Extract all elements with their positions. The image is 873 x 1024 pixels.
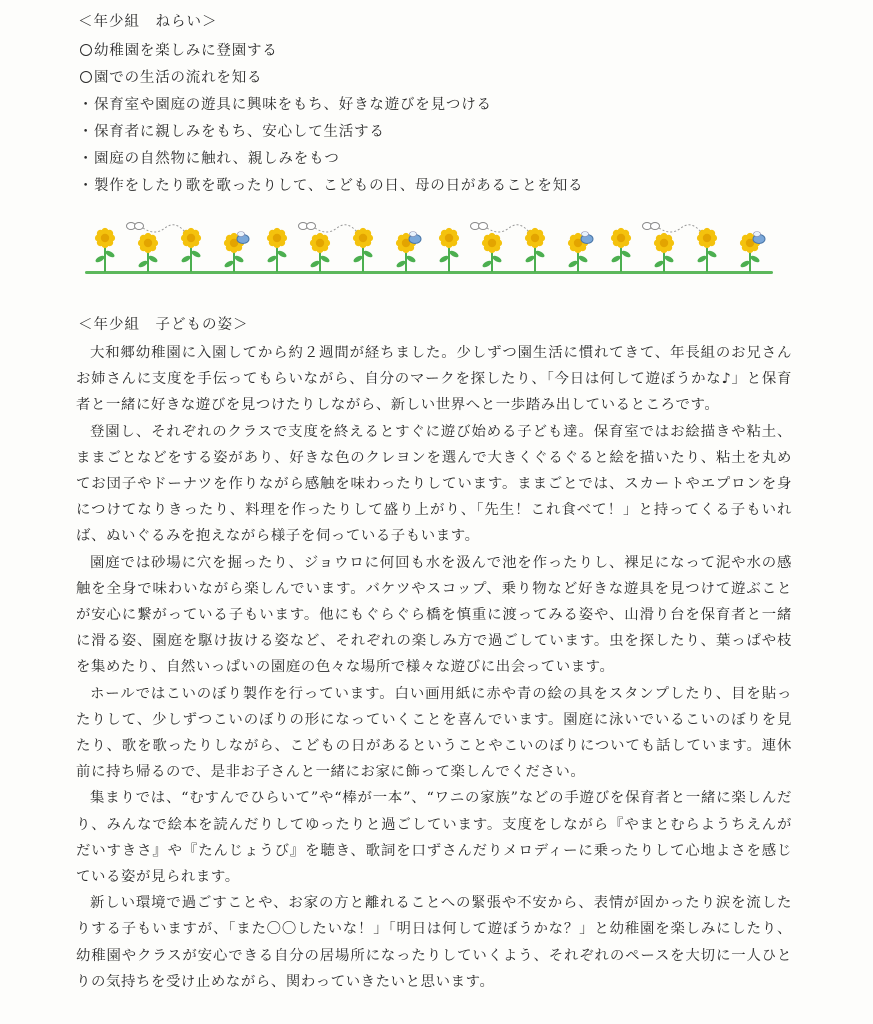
body-paragraph: 集まりでは、“むすんでひらいて”や“棒が一本”、“ワニの家族”などの手遊びを保育者と一緒に楽しんだり、みんなで絵本を読んだりしてゆったりと過ごしています。支度をしながら『やまとむらようちえんがだいすきさ』や『たんじょうび』を聴き、歌詞を口ずさんだりメロディーに乗ったりして心地よさを感じている姿が見られます。 bbox=[76, 790, 792, 886]
bullet-dot-icon bbox=[78, 92, 94, 119]
butterfly-icon bbox=[471, 223, 530, 233]
flower-icon bbox=[352, 228, 373, 272]
aim-item bbox=[78, 119, 583, 146]
bullet-dot-icon bbox=[78, 173, 94, 200]
body-paragraph: 登園し、それぞれのクラスで支度を終えるとすぐに遊び始める子ども達。保育室ではお絵描きや粘土、ままごとなどをする姿があり、好きな色のクレヨンを選んで大きくぐるぐると絵を描いたり、粘土を丸めてお団子やドーナツを作りながら感触を味わったりしています。ままごとでは、スカートやエプロンを身につけてなりきったり、料理を作ったりして盛り上がり、「先生！これ食べて！」と持ってくる子もいれば、ぬいぐるみを抱えながら様子を伺っている子もいます。 bbox=[76, 423, 792, 545]
body-paragraph: ホールではこいのぼり製作を行っています。白い画用紙に赤や青の絵の具をスタンプしたり、目を貼ったりして、少しずつこいのぼりの形になっていくことを喜んでいます。園庭に泳いでいるこいのぼりを見たり、歌を歌ったりしながら、こどもの日があるということやこいのぼりについても話しています。連休前に持ち帰るので、是非お子さんと一緒にお家に飾って楽しんでください。 bbox=[76, 685, 792, 781]
flower-icon bbox=[180, 228, 201, 272]
bullet-dot-icon bbox=[78, 119, 94, 146]
flower-icon bbox=[309, 233, 330, 272]
bullet-dot-icon bbox=[78, 146, 94, 173]
aim-item bbox=[78, 92, 583, 119]
children-body bbox=[76, 340, 792, 995]
aims-title: ＜年少組 ねらい＞ bbox=[78, 14, 218, 30]
butterfly-icon bbox=[643, 223, 702, 233]
butterfly-icon bbox=[127, 223, 186, 233]
children-title: ＜年少組 子どもの姿＞ bbox=[78, 317, 249, 333]
flower-icon bbox=[696, 228, 717, 272]
bee-icon bbox=[581, 232, 593, 244]
ground-line bbox=[85, 271, 773, 274]
bee-icon bbox=[237, 232, 249, 244]
aim-item bbox=[78, 38, 583, 65]
aim-text: 保育室や園庭の遊具に興味をもち、好きな遊びを見つける bbox=[94, 97, 492, 113]
aim-item bbox=[78, 146, 583, 173]
flower-icon bbox=[438, 228, 459, 272]
body-paragraph: 園庭では砂場に穴を掘ったり、ジョウロに何回も水を汲んで池を作ったりし、裸足になって泥や水の感触を全身で味わいながら楽しんでいます。バケツやスコップ、乗り物など好きな遊具を見つけて遊ぶことが安心に繋がっている子もいます。他にもぐらぐら橋を慎重に渡ってみる姿や、山滑り台を保育者と一緒に滑る姿、園庭を駆け抜ける姿など、それぞれの楽しみ方で過ごしています。虫を探したり、葉っぱや枝を集めたり、自然いっぱいの園庭の色々な場所で様々な遊びに出会っています。 bbox=[76, 554, 792, 676]
aim-item bbox=[78, 173, 583, 200]
flower-icon bbox=[524, 228, 545, 272]
bee-icon bbox=[409, 232, 421, 244]
bee-icon bbox=[753, 232, 765, 244]
flower-icon bbox=[266, 228, 287, 272]
flower-icon bbox=[653, 233, 674, 272]
flower-icon bbox=[610, 228, 631, 272]
aims-list bbox=[78, 38, 583, 200]
aim-text: 保育者に親しみをもち、安心して生活する bbox=[94, 124, 385, 140]
aim-text: 幼稚園を楽しみに登園する bbox=[94, 43, 278, 59]
body-paragraph: 大和郷幼稚園に入園してから約２週間が経ちました。少しずつ園生活に慣れてきて、年長組のお兄さんお姉さんに支度を手伝ってもらいながら、自分のマークを探したり、「今日は何して遊ぼうかな♪」と保育者と一緒に好きな遊びを見つけたりしながら、新しい世界へと一歩踏み出しているところです。 bbox=[76, 345, 792, 414]
aim-text: 園での生活の流れを知る bbox=[94, 70, 263, 86]
circle-marker-icon bbox=[78, 38, 94, 65]
body-paragraph: 新しい環境で過ごすことや、お家の方と離れることへの緊張や不安から、表情が固かったり涙を流したりする子もいますが、「また〇〇したいな！」「明日は何して遊ぼうかな？」と幼稚園を楽しみにしたり、幼稚園やクラスが安心できる自分の居場所になったりしていくよう、それぞれのペースを大切に一人ひとりの気持ちを受け止めながら、関わっていきたいと思います。 bbox=[76, 895, 792, 990]
aim-text: 園庭の自然物に触れ、親しみをもつ bbox=[94, 151, 340, 167]
flower-icon bbox=[94, 228, 115, 272]
aim-item bbox=[78, 65, 583, 92]
flower-icon bbox=[137, 233, 158, 272]
flower-icon bbox=[481, 233, 502, 272]
circle-marker-icon bbox=[78, 65, 94, 92]
butterfly-icon bbox=[299, 223, 358, 233]
flower-decoration bbox=[85, 212, 775, 280]
aim-text: 製作をしたり歌を歌ったりして、こどもの日、母の日があることを知る bbox=[94, 178, 584, 194]
